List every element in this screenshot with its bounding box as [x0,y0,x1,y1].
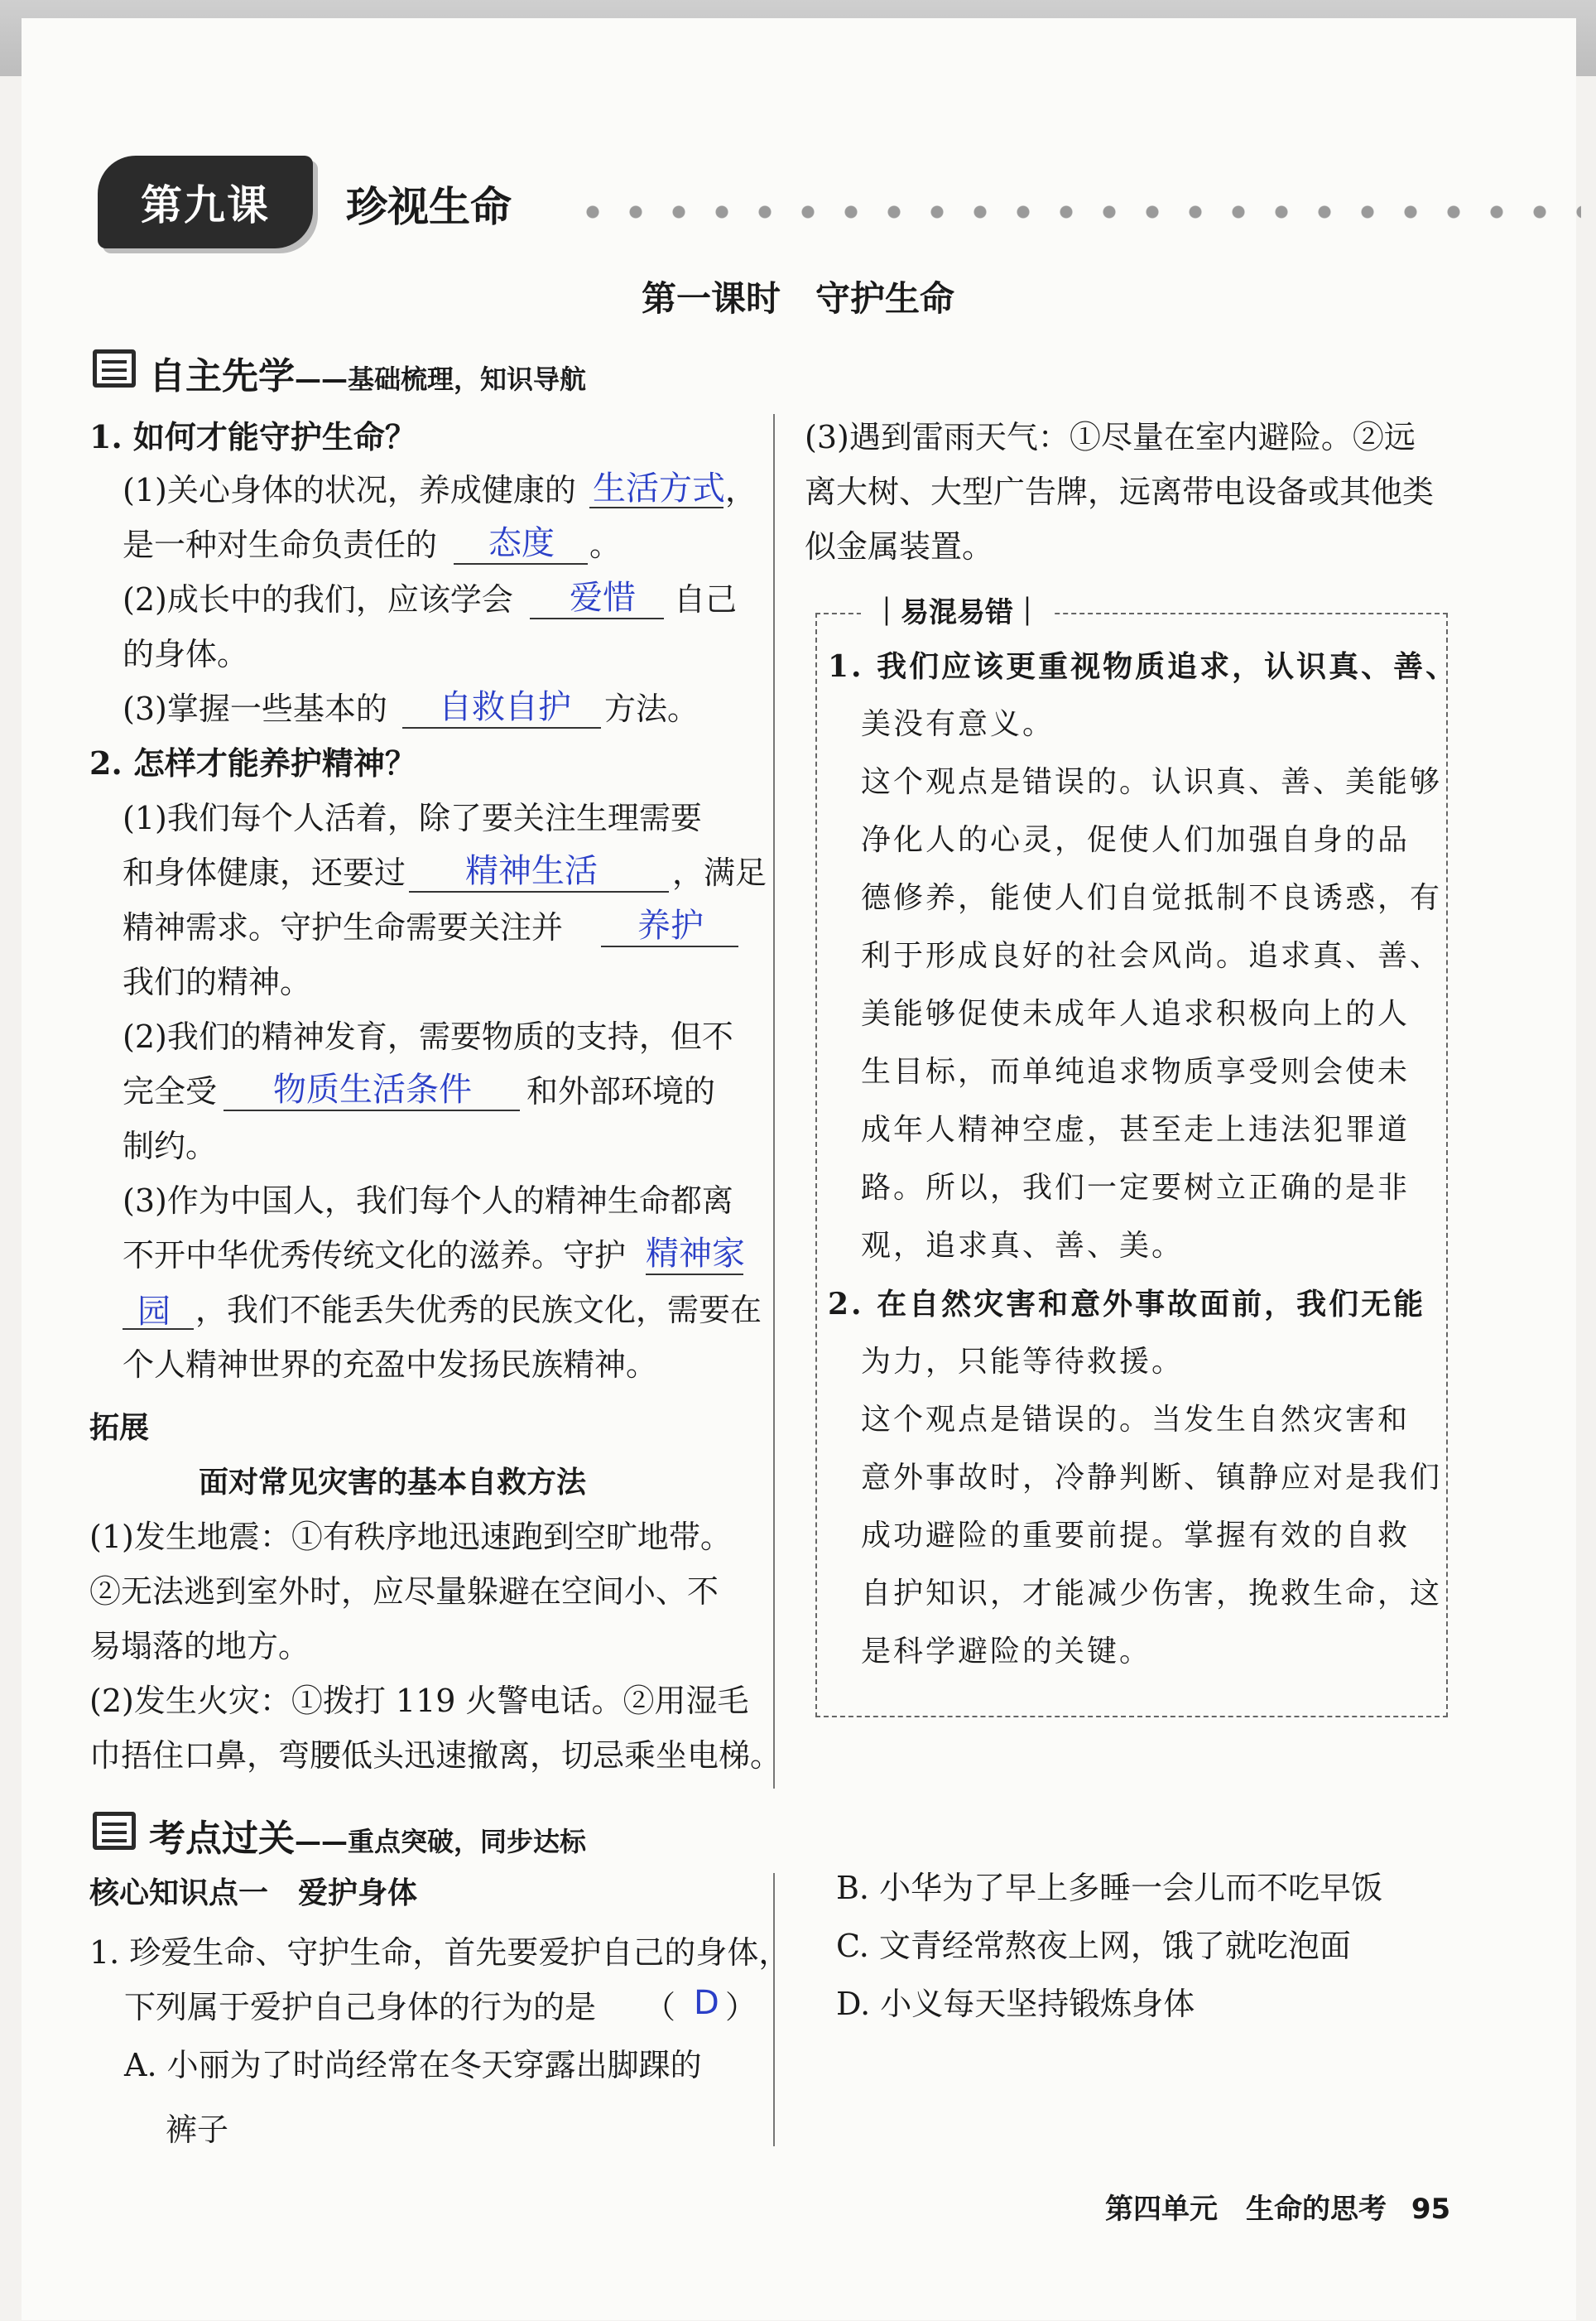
text-line: 的身体。 [123,636,249,672]
option-a-cont: 裤子 [166,2112,229,2148]
text-line: 完全受 [123,1073,218,1110]
knowledge-point-title: 核心知识点一 爱护身体 [89,1876,418,1910]
handwritten-answer: 物质生活条件 [273,1071,472,1109]
text-line: 精神需求。守护生命需要关注并 [123,909,564,946]
text-line: 巾捂住口鼻，弯腰低头迅速撤离，切忌乘坐电梯。 [89,1737,782,1774]
text-line: 易塌落的地方。 [89,1628,310,1664]
handwritten-answer: D [694,1984,719,2022]
text-line: 制约。 [123,1128,218,1164]
text-line: 不开中华优秀传统文化的滋养。守护 [123,1237,627,1274]
box-line: 1. 我们应该更重视物质追求，认识真、善、 [828,649,1459,684]
extension-title: 面对常见灾害的基本自救方法 [199,1465,587,1500]
extension-label: 拓展 [89,1410,150,1445]
box-line: 这个观点是错误的。当发生自然灾害和 [861,1403,1411,1437]
text-line: (1)发生地震：①有秩序地迅速跑到空旷地带。 [89,1519,732,1555]
text-line: 和外部环境的 [526,1073,716,1110]
section-header-self-study [149,346,586,399]
text-line: 自己 [674,581,738,618]
dotted-decoration [571,205,1581,219]
box-line: 自护知识，才能减少伤害，挽救生命，这 [861,1577,1443,1611]
section-header-checkpoint [149,1808,586,1861]
handwritten-answer: 生活方式 [593,469,725,508]
box-line: 利于形成良好的社会风尚。追求真、善、 [861,939,1443,973]
text-line: 和身体健康，还要过 [123,855,406,891]
text-line: 似金属装置。 [805,528,994,565]
section-subtitle: ——基础梳理，知识导航 [295,364,587,395]
question-stem: 下列属于爱护自己身体的行为的是 [124,1989,597,2025]
text-line: (1)关心身体的状况，养成健康的 [123,472,576,508]
text-line: ，满足 [672,855,767,891]
page-number: 95 [1411,2193,1451,2226]
box-line: 2. 在自然灾害和意外事故面前，我们无能 [828,1287,1426,1322]
handwritten-answer: 自救自护 [439,688,571,726]
lesson-title: 珍视生命 [346,183,512,231]
text-line: ，我们不能丢失优秀的民族文化，需要在 [195,1292,762,1328]
notebook-icon [93,349,136,388]
question-2: 2. 怎样才能养护精神？ [89,744,416,782]
option-a: A. 小丽为了时尚经常在冬天穿露出脚踝的 [124,2047,702,2083]
text-line: (1)我们每个人活着，除了要关注生理需要 [123,800,702,836]
option-c: C. 文青经常熬夜上网，饿了就吃泡面 [836,1928,1351,1964]
box-line: 路。所以，我们一定要树立正确的是非 [861,1171,1411,1205]
box-line: 是科学避险的关键。 [861,1635,1152,1669]
text-line: (2)成长中的我们，应该学会 [123,581,513,618]
handwritten-answer: 态度 [488,524,555,562]
box-line: 成年人精神空虚，甚至走上违法犯罪道 [861,1113,1411,1147]
question-1: 1. 如何才能守护生命？ [89,418,416,455]
text-line: 我们的精神。 [123,964,312,1000]
text-line: (3)作为中国人，我们每个人的精神生命都离 [123,1182,733,1219]
text-line: 方法。 [604,691,699,727]
text-line: (2)我们的精神发育，需要物质的支持，但不 [123,1018,733,1055]
section-subtitle: ——重点突破，同步达标 [295,1826,587,1857]
text-line: 离大树、大型广告牌，远离带电设备或其他类 [805,474,1435,510]
box-line: 成功避险的重要前提。掌握有效的自救 [861,1519,1411,1553]
text-line: 是一种对生命负责任的 [123,527,438,563]
column-divider [773,414,775,1789]
text-line: ， [725,472,757,508]
box-line: 美能够促使未成年人追求积极向上的人 [861,997,1411,1031]
box-line: 观，追求真、善、美。 [861,1229,1185,1263]
lesson-badge: 第九课 [98,156,313,248]
box-line: 为力，只能等待救援。 [861,1345,1185,1379]
box-line: 生目标，而单纯追求物质享受则会使未 [861,1055,1411,1089]
handwritten-answer: 养护 [637,907,704,945]
box-line: 意外事故时，冷静判断、镇静应对是我们 [861,1461,1443,1495]
text-line: ②无法逃到室外时，应尽量躲避在空间小、不 [89,1573,719,1610]
handwritten-answer: 精神生活 [465,852,598,890]
handwritten-answer: 园 [137,1293,171,1331]
section-title: 自主先学 [149,355,295,397]
box-line: 美没有意义。 [861,707,1055,741]
handwritten-answer: 爱惜 [570,579,636,617]
text-line: (2)发生火灾：①拨打 119 火警电话。②用湿毛 [89,1683,749,1719]
text-line: (3)遇到雷雨天气：①尽量在室内避险。②远 [805,419,1416,455]
unit-title: 第四单元 生命的思考 [1105,2193,1387,2226]
question-stem: 1. 珍爱生命、守护生命，首先要爱护自己的身体， [89,1934,791,1971]
option-b: B. 小华为了早上多睡一会儿而不吃早饭 [836,1870,1383,1906]
option-d: D. 小义每天坚持锻炼身体 [836,1986,1195,2022]
answer-paren-right: ） [725,1989,757,2025]
box-tag-label: 易混易错 [901,596,1013,629]
column-divider [773,1873,775,2146]
box-line: 这个观点是错误的。认识真、善、美能够 [861,765,1443,799]
handwritten-answer: 精神家 [646,1235,745,1273]
section-title: 考点过关 [149,1818,295,1860]
notebook-icon [93,1812,136,1850]
text-line: 个人精神世界的充盈中发扬民族精神。 [123,1346,658,1383]
page-subtitle: 第一课时 守护生命 [641,278,954,319]
text-line: (3)掌握一些基本的 [123,691,387,727]
box-tag: ｜易混易错｜ [861,590,1053,630]
box-line: 德修养，能使人们自觉抵制不良诱惑，有 [861,881,1443,915]
answer-paren-left: （ [644,1989,676,2025]
page-footer [1105,2186,1450,2227]
text-line: 。 [589,527,622,563]
box-line: 净化人的心灵，促使人们加强自身的品 [861,823,1411,857]
